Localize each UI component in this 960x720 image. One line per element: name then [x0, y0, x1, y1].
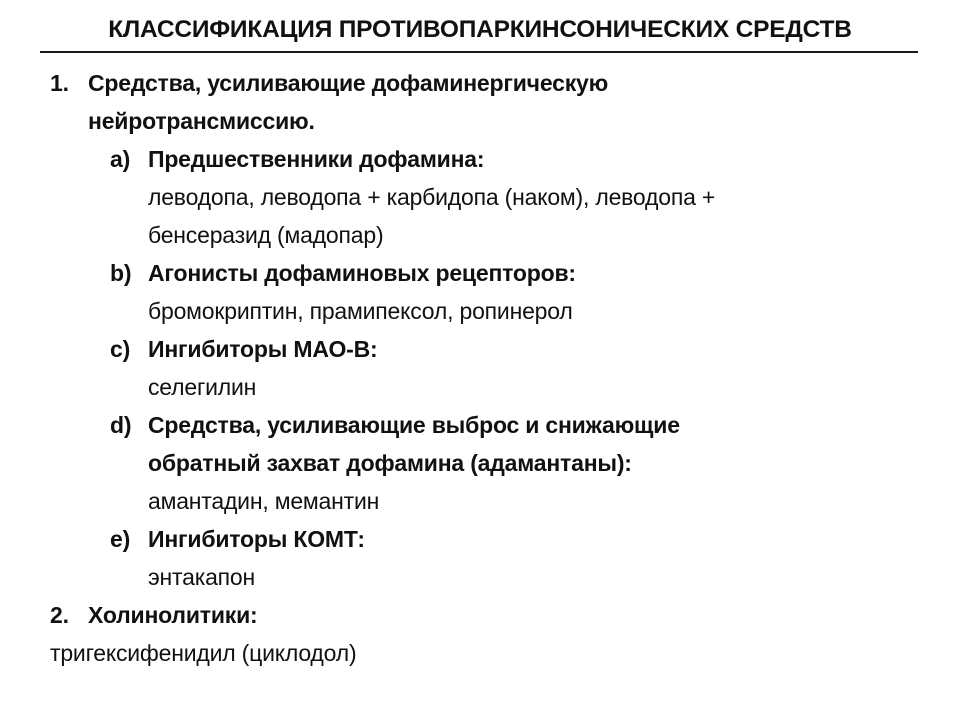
- subitem-d: [88, 406, 910, 520]
- subitem-a: [88, 140, 910, 254]
- subitem-letter: d): [110, 412, 132, 438]
- subitem-letter: e): [110, 526, 131, 552]
- subitem-heading: Предшественники дофамина:: [148, 146, 485, 172]
- title-underline: [40, 51, 918, 53]
- list-item-1: [50, 64, 910, 596]
- item-heading-line: нейротрансмиссию.: [88, 108, 315, 134]
- subitem-heading-line: обратный захват дофамина (адамантаны):: [148, 450, 632, 476]
- classification-list: [50, 64, 910, 672]
- subitem-e: [88, 520, 910, 596]
- subitem-letter: c): [110, 336, 131, 362]
- drug-list-line: тригексифенидил (циклодол): [50, 640, 357, 666]
- subitem-letter: b): [110, 260, 132, 286]
- item-heading-line: Средства, усиливающие дофаминергическую: [88, 70, 609, 96]
- item-number: 1.: [50, 70, 69, 96]
- drug-list-line: бенсеразид (мадопар): [148, 222, 384, 248]
- subitem-letter: a): [110, 146, 131, 172]
- list-item-2: [50, 596, 910, 634]
- drug-list-line: амантадин, мемантин: [148, 488, 380, 514]
- subitem-b: [88, 254, 910, 330]
- subitem-c: [88, 330, 910, 406]
- drug-list-line: леводопа, леводопа + карбидопа (наком), леводопа +: [148, 184, 716, 210]
- item-heading: Холинолитики:: [88, 602, 258, 628]
- drug-list-line: бромокриптин, прамипексол, ропинерол: [148, 298, 573, 324]
- slide-title: КЛАССИФИКАЦИЯ ПРОТИВОПАРКИНСОНИЧЕСКИХ СРЕДСТВ: [108, 16, 852, 43]
- subitem-heading: Ингибиторы МАО-В:: [148, 336, 378, 362]
- subitem-heading: Ингибиторы КОМТ:: [148, 526, 365, 552]
- drug-list-line: энтакапон: [148, 564, 256, 590]
- drug-list-line: селегилин: [148, 374, 257, 400]
- subitem-heading: Агонисты дофаминовых рецепторов:: [148, 260, 576, 286]
- subitem-heading-line: Средства, усиливающие выброс и снижающие: [148, 412, 680, 438]
- item-number: 2.: [50, 602, 69, 628]
